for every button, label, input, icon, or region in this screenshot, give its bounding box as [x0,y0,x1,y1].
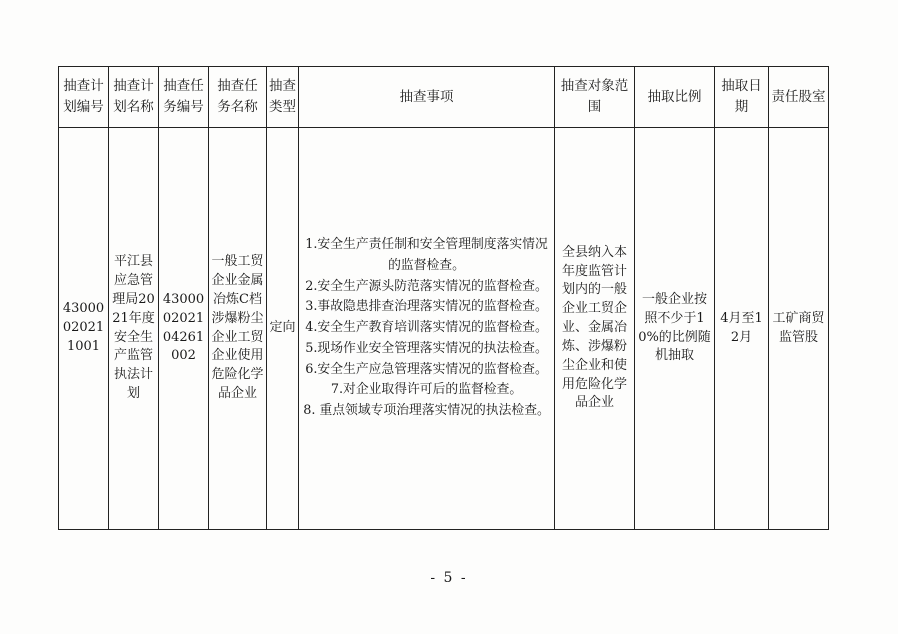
cell-check-items [299,128,555,530]
page-number: - 5 - [430,570,468,586]
header-plan-name: 抽查计划名称 [109,67,159,128]
cell-department: 工矿商贸监管股 [769,128,829,530]
header-plan-id: 抽查计划编号 [59,67,109,128]
check-item: 3.事故隐患排查治理落实情况的监督检查。 [305,299,548,315]
header-date: 抽取日期 [715,67,769,128]
check-item: 1.安全生产责任制和安全管理制度落实情况的监督检查。 [305,237,548,273]
check-item: 5.现场作业安全管理落实情况的执法检查。 [305,340,548,356]
check-item: 8. 重点领域专项治理落实情况的执法检查。 [303,403,550,419]
header-department: 责任股室 [769,67,829,128]
cell-scope: 全县纳入本年度监管计划内的一般企业工贸企业、金属冶炼、涉爆粉尘企业和使用危险化学品企业 [555,128,635,530]
inspection-plan-table [58,66,829,530]
header-row [59,67,829,128]
header-task-id: 抽查任务编号 [159,67,209,128]
cell-date: 4月至12月 [715,128,769,530]
check-item: 4.安全生产教育培训落实情况的监督检查。 [305,320,548,336]
table-row [59,128,829,530]
header-check-items: 抽查事项 [299,67,555,128]
cell-ratio: 一般企业按照不少于10%的比例随机抽取 [635,128,715,530]
cell-check-type: 定向 [267,128,299,530]
check-item: 7.对企业取得许可后的监督检查。 [330,382,523,398]
check-item: 6.安全生产应急管理落实情况的监督检查。 [305,361,548,377]
cell-plan-id: 43000020211001 [59,128,109,530]
header-check-type: 抽查类型 [267,67,299,128]
header-task-name: 抽查任务名称 [209,67,267,128]
cell-task-name: 一般工贸企业金属冶炼C档涉爆粉尘企业工贸企业使用危险化学品企业 [209,128,267,530]
check-item: 2.安全生产源头防范落实情况的监督检查。 [305,278,548,294]
cell-task-id: 430000202104261002 [159,128,209,530]
header-ratio: 抽取比例 [635,67,715,128]
cell-plan-name: 平江县应急管理局2021年度安全生产监管执法计划 [109,128,159,530]
header-scope: 抽查对象范围 [555,67,635,128]
